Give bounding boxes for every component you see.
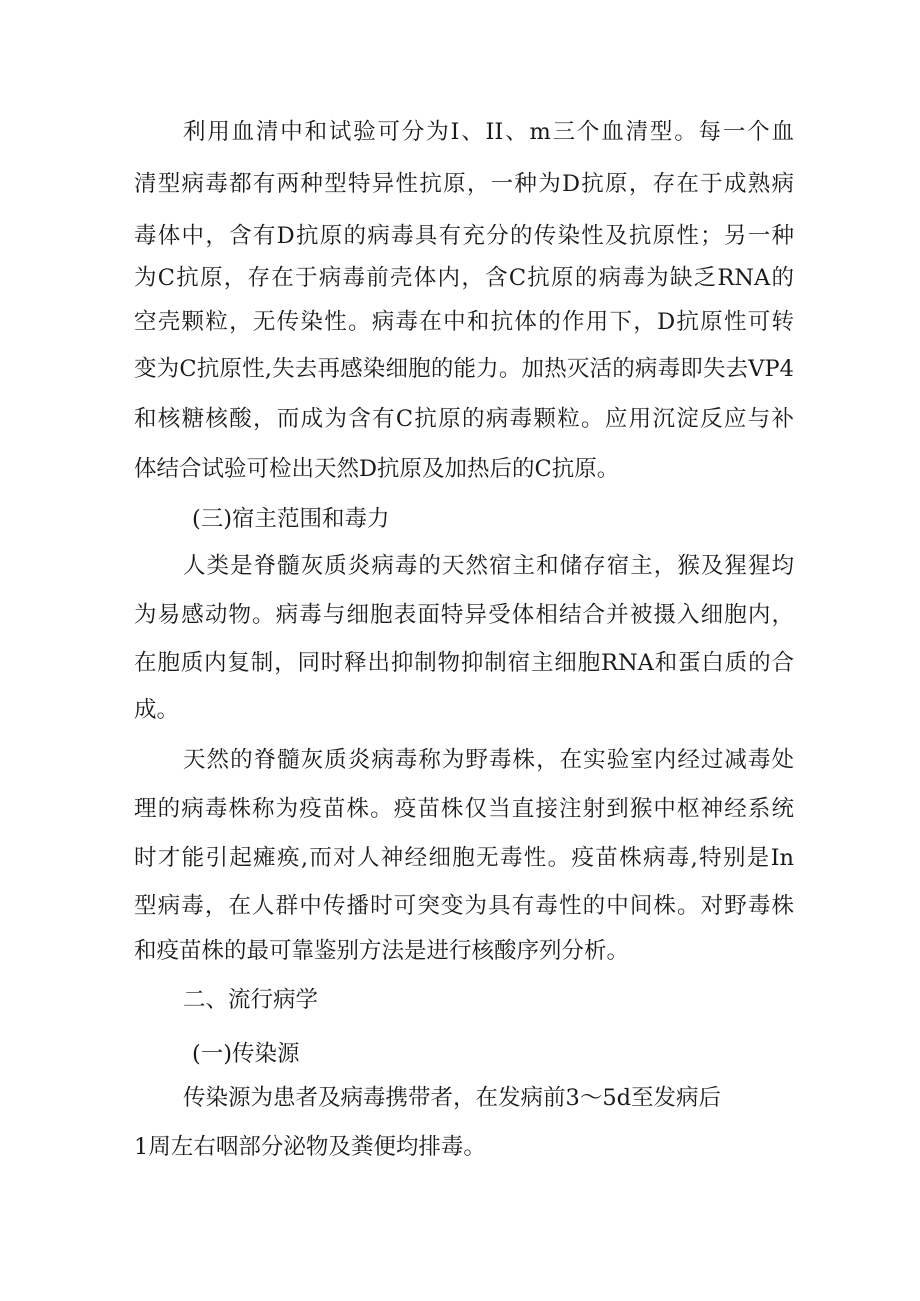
paragraph-1-line-5: 空壳颗粒，无传染性。病毒在中和抗体的作用下，D抗原性可转: [134, 309, 794, 335]
paragraph-4-line-2: 1周左右咽部分泌物及粪便均排毒。: [134, 1134, 486, 1160]
paragraph-1-line-4: 为C抗原，存在于病毒前壳体内，含C抗原的病毒为缺乏RNA的: [134, 265, 794, 291]
section-2-heading: 二、流行病学: [183, 987, 319, 1013]
paragraph-1-line-1: 利用血清中和试验可分为Ⅰ、II、m三个血清型。每一个血: [183, 119, 794, 145]
paragraph-3-line-1: 天然的脊髓灰质炎病毒称为野毒株，在实验室内经过减毒处: [183, 747, 794, 773]
paragraph-3-line-4: 型病毒，在人群中传播时可突变为具有毒性的中间株。对野毒株: [134, 893, 794, 919]
paragraph-2-line-3: 在胞质内复制，同时释出抑制物抑制宿主细胞RNA和蛋白质的合: [134, 650, 794, 676]
section-3-title: (三)宿主范围和毒力: [192, 506, 390, 532]
paragraph-1-line-2: 清型病毒都有两种型特异性抗原，一种为D抗原，存在于成熟病: [134, 171, 794, 197]
paragraph-1-line-8: 体结合试验可检出天然D抗原及加热后的C抗原。: [134, 456, 620, 482]
paragraph-3-line-3: 时才能引起瘫痪,而对人神经细胞无毒性。疫苗株病毒,特别是In: [134, 845, 794, 871]
paragraph-2-line-4: 成。: [134, 697, 180, 723]
paragraph-1-line-3: 毒体中，含有D抗原的病毒具有充分的传染性及抗原性；另一种: [134, 223, 794, 249]
paragraph-2-line-1: 人类是脊髓灰质炎病毒的天然宿主和储存宿主，猴及猩猩均: [183, 553, 794, 579]
paragraph-1-line-6: 变为C抗原性,失去再感染细胞的能力。加热灭活的病毒即失去VP4: [134, 356, 794, 382]
paragraph-4-line-1: 传染源为患者及病毒携带者，在发病前3～5d至发病后: [183, 1085, 722, 1111]
paragraph-1-line-7: 和核糖核酸，而成为含有C抗原的病毒颗粒。应用沉淀反应与补: [134, 406, 794, 432]
paragraph-3-line-5: 和疫苗株的最可靠鉴别方法是进行核酸序列分析。: [134, 938, 630, 964]
paragraph-2-line-2: 为易感动物。病毒与细胞表面特异受体相结合并被摄入细胞内，: [134, 602, 794, 628]
subsection-1-title: (一)传染源: [192, 1041, 300, 1067]
paragraph-3-line-2: 理的病毒株称为疫苗株。疫苗株仅当直接注射到猴中枢神经系统: [134, 796, 794, 822]
